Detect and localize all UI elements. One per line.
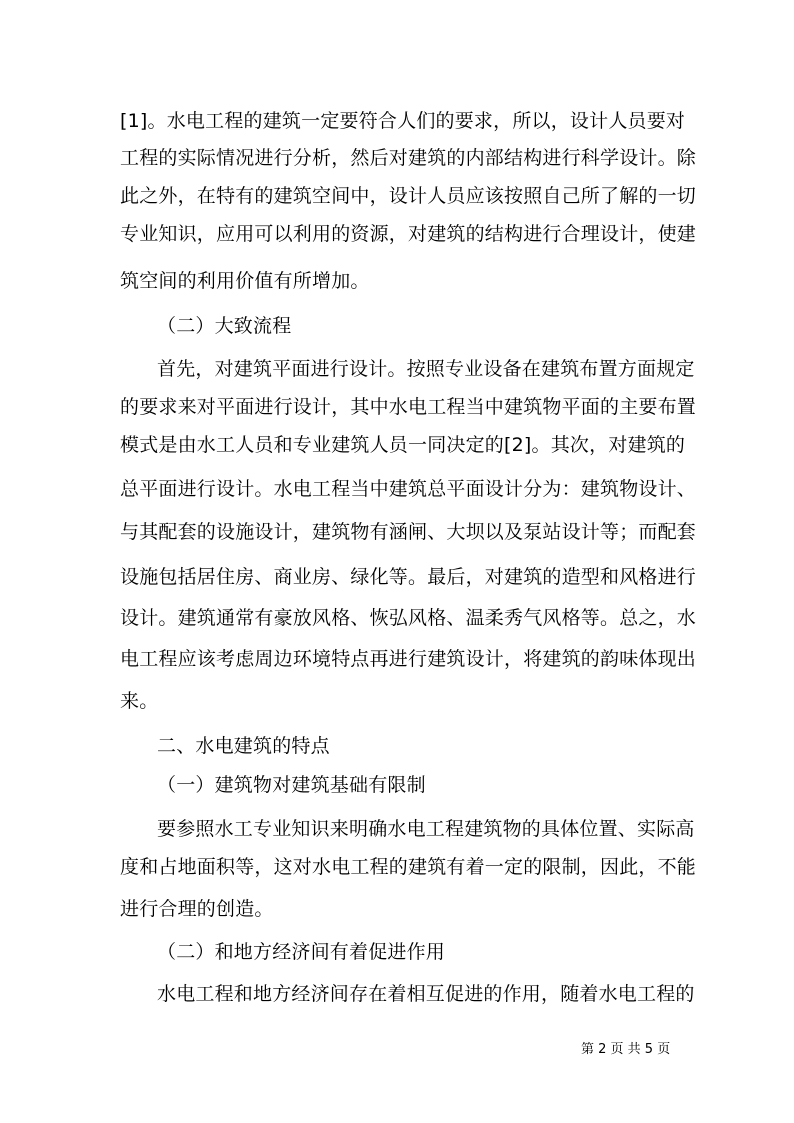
paragraph-line: 设施包括居住房、商业房、绿化等。最后，对建筑的造型和风格进行 — [120, 566, 697, 588]
section-heading: （二）和地方经济间有着促进作用 — [157, 941, 446, 963]
paragraph-line: 工程的实际情况进行分析，然后对建筑的内部结构进行科学设计。除 — [120, 147, 697, 169]
paragraph-line: 设计。建筑通常有豪放风格、恢弘风格、温柔秀气风格等。总之，水 — [120, 607, 697, 629]
page-number-footer: 第 2 页 共 5 页 — [581, 1042, 671, 1057]
paragraph-line: 水电工程和地方经济间存在着相互促进的作用，随着水电工程的 — [157, 983, 695, 1005]
paragraph-line: 要参照水工专业知识来明确水电工程建筑物的具体位置、实际高 — [157, 818, 695, 840]
paragraph-line: 的要求来对平面进行设计，其中水电工程当中建筑物平面的主要布置 — [120, 396, 697, 418]
paragraph-line: [1]。水电工程的建筑一定要符合人们的要求，所以，设计人员要对 — [120, 110, 686, 132]
paragraph-line: 与其配套的设施设计，建筑物有涵闸、大坝以及泵站设计等；而配套 — [120, 521, 697, 543]
section-heading: （一）建筑物对建筑基础有限制 — [157, 774, 426, 796]
paragraph-line: 总平面进行设计。水电工程当中建筑总平面设计分为：建筑物设计、 — [120, 478, 697, 500]
paragraph-line: 专业知识，应用可以利用的资源，对建筑的结构进行合理设计，使建 — [120, 223, 697, 245]
paragraph-line: 度和占地面积等，这对水电工程的建筑有着一定的限制，因此，不能 — [120, 856, 697, 878]
paragraph-line: 此之外，在特有的建筑空间中，设计人员应该按照自己所了解的一切 — [120, 185, 697, 207]
section-heading: 二、水电建筑的特点 — [157, 735, 330, 757]
section-heading: （二）大致流程 — [157, 315, 292, 337]
paragraph-line: 模式是由水工人员和专业建筑人员一同决定的[2]。其次，对建筑的 — [120, 434, 686, 456]
paragraph-line: 筑空间的利用价值有所增加。 — [120, 270, 370, 292]
paragraph-line: 进行合理的创造。 — [120, 898, 274, 920]
paragraph-line: 来。 — [120, 690, 159, 712]
paragraph-line: 首先，对建筑平面进行设计。按照专业设备在建筑布置方面规定 — [157, 358, 695, 380]
paragraph-line: 电工程应该考虑周边环境特点再进行建筑设计，将建筑的韵味体现出 — [120, 648, 697, 670]
